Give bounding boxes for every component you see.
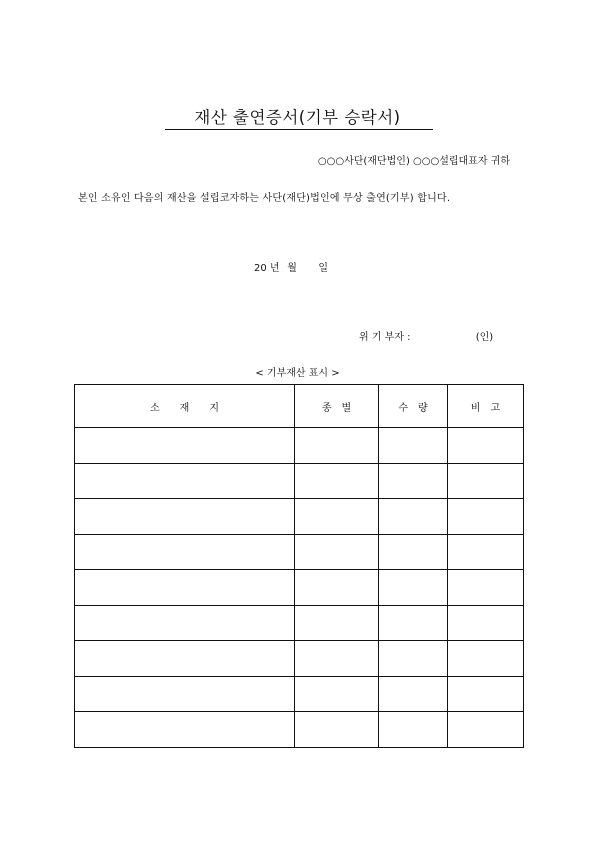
- donation-statement: 본인 소유인 다음의 재산을 설립코자하는 사단(재단)법인에 무상 출연(기부) 합니다.: [78, 193, 451, 204]
- table-row: [75, 463, 524, 499]
- cell-location[interactable]: [75, 499, 295, 535]
- cell-quantity[interactable]: [379, 463, 448, 499]
- title-underline: [165, 129, 433, 130]
- cell-location[interactable]: [75, 570, 295, 606]
- donor-label: 위 기 부자 :: [359, 332, 411, 343]
- seal-mark: (인): [475, 332, 494, 343]
- cell-remarks[interactable]: [448, 463, 524, 499]
- table-body: [75, 428, 524, 748]
- cell-type[interactable]: [295, 641, 379, 677]
- date-year: 20 년: [254, 263, 280, 274]
- cell-location[interactable]: [75, 712, 295, 748]
- cell-location[interactable]: [75, 641, 295, 677]
- table-row: [75, 641, 524, 677]
- table-row: [75, 570, 524, 606]
- donated-property-table: [74, 384, 524, 748]
- cell-quantity[interactable]: [379, 712, 448, 748]
- header-quantity: 수 량: [379, 385, 448, 428]
- cell-remarks[interactable]: [448, 712, 524, 748]
- cell-quantity[interactable]: [379, 676, 448, 712]
- header-remarks: 비 고: [448, 385, 524, 428]
- table-row: [75, 605, 524, 641]
- cell-location[interactable]: [75, 428, 295, 464]
- cell-quantity[interactable]: [379, 499, 448, 535]
- table-row: [75, 534, 524, 570]
- table-caption: < 기부재산 표시 >: [255, 368, 340, 379]
- table-row: [75, 499, 524, 535]
- cell-quantity[interactable]: [379, 605, 448, 641]
- cell-remarks[interactable]: [448, 641, 524, 677]
- cell-type[interactable]: [295, 428, 379, 464]
- cell-type[interactable]: [295, 463, 379, 499]
- cell-type[interactable]: [295, 570, 379, 606]
- cell-location[interactable]: [75, 534, 295, 570]
- document-title: 재산 출연증서(기부 승락서): [194, 108, 401, 127]
- date-month: 월: [287, 263, 297, 274]
- cell-quantity[interactable]: [379, 641, 448, 677]
- cell-type[interactable]: [295, 534, 379, 570]
- table-row: [75, 712, 524, 748]
- date-line: [254, 259, 346, 274]
- cell-location[interactable]: [75, 463, 295, 499]
- cell-type[interactable]: [295, 712, 379, 748]
- cell-remarks[interactable]: [448, 676, 524, 712]
- cell-location[interactable]: [75, 676, 295, 712]
- donor-line: [359, 328, 493, 343]
- table-header-row: [75, 385, 524, 428]
- header-type: 종 별: [295, 385, 379, 428]
- addressee-line: ○○○사단(재단법인) ○○○설립대표자 귀하: [317, 156, 510, 167]
- date-day: 일: [318, 263, 329, 274]
- cell-type[interactable]: [295, 499, 379, 535]
- header-location: 소 재 지: [75, 385, 295, 428]
- table-row: [75, 428, 524, 464]
- cell-quantity[interactable]: [379, 534, 448, 570]
- cell-remarks[interactable]: [448, 570, 524, 606]
- cell-type[interactable]: [295, 605, 379, 641]
- table-row: [75, 676, 524, 712]
- cell-type[interactable]: [295, 676, 379, 712]
- cell-quantity[interactable]: [379, 570, 448, 606]
- cell-quantity[interactable]: [379, 428, 448, 464]
- cell-location[interactable]: [75, 605, 295, 641]
- cell-remarks[interactable]: [448, 605, 524, 641]
- cell-remarks[interactable]: [448, 499, 524, 535]
- cell-remarks[interactable]: [448, 428, 524, 464]
- cell-remarks[interactable]: [448, 534, 524, 570]
